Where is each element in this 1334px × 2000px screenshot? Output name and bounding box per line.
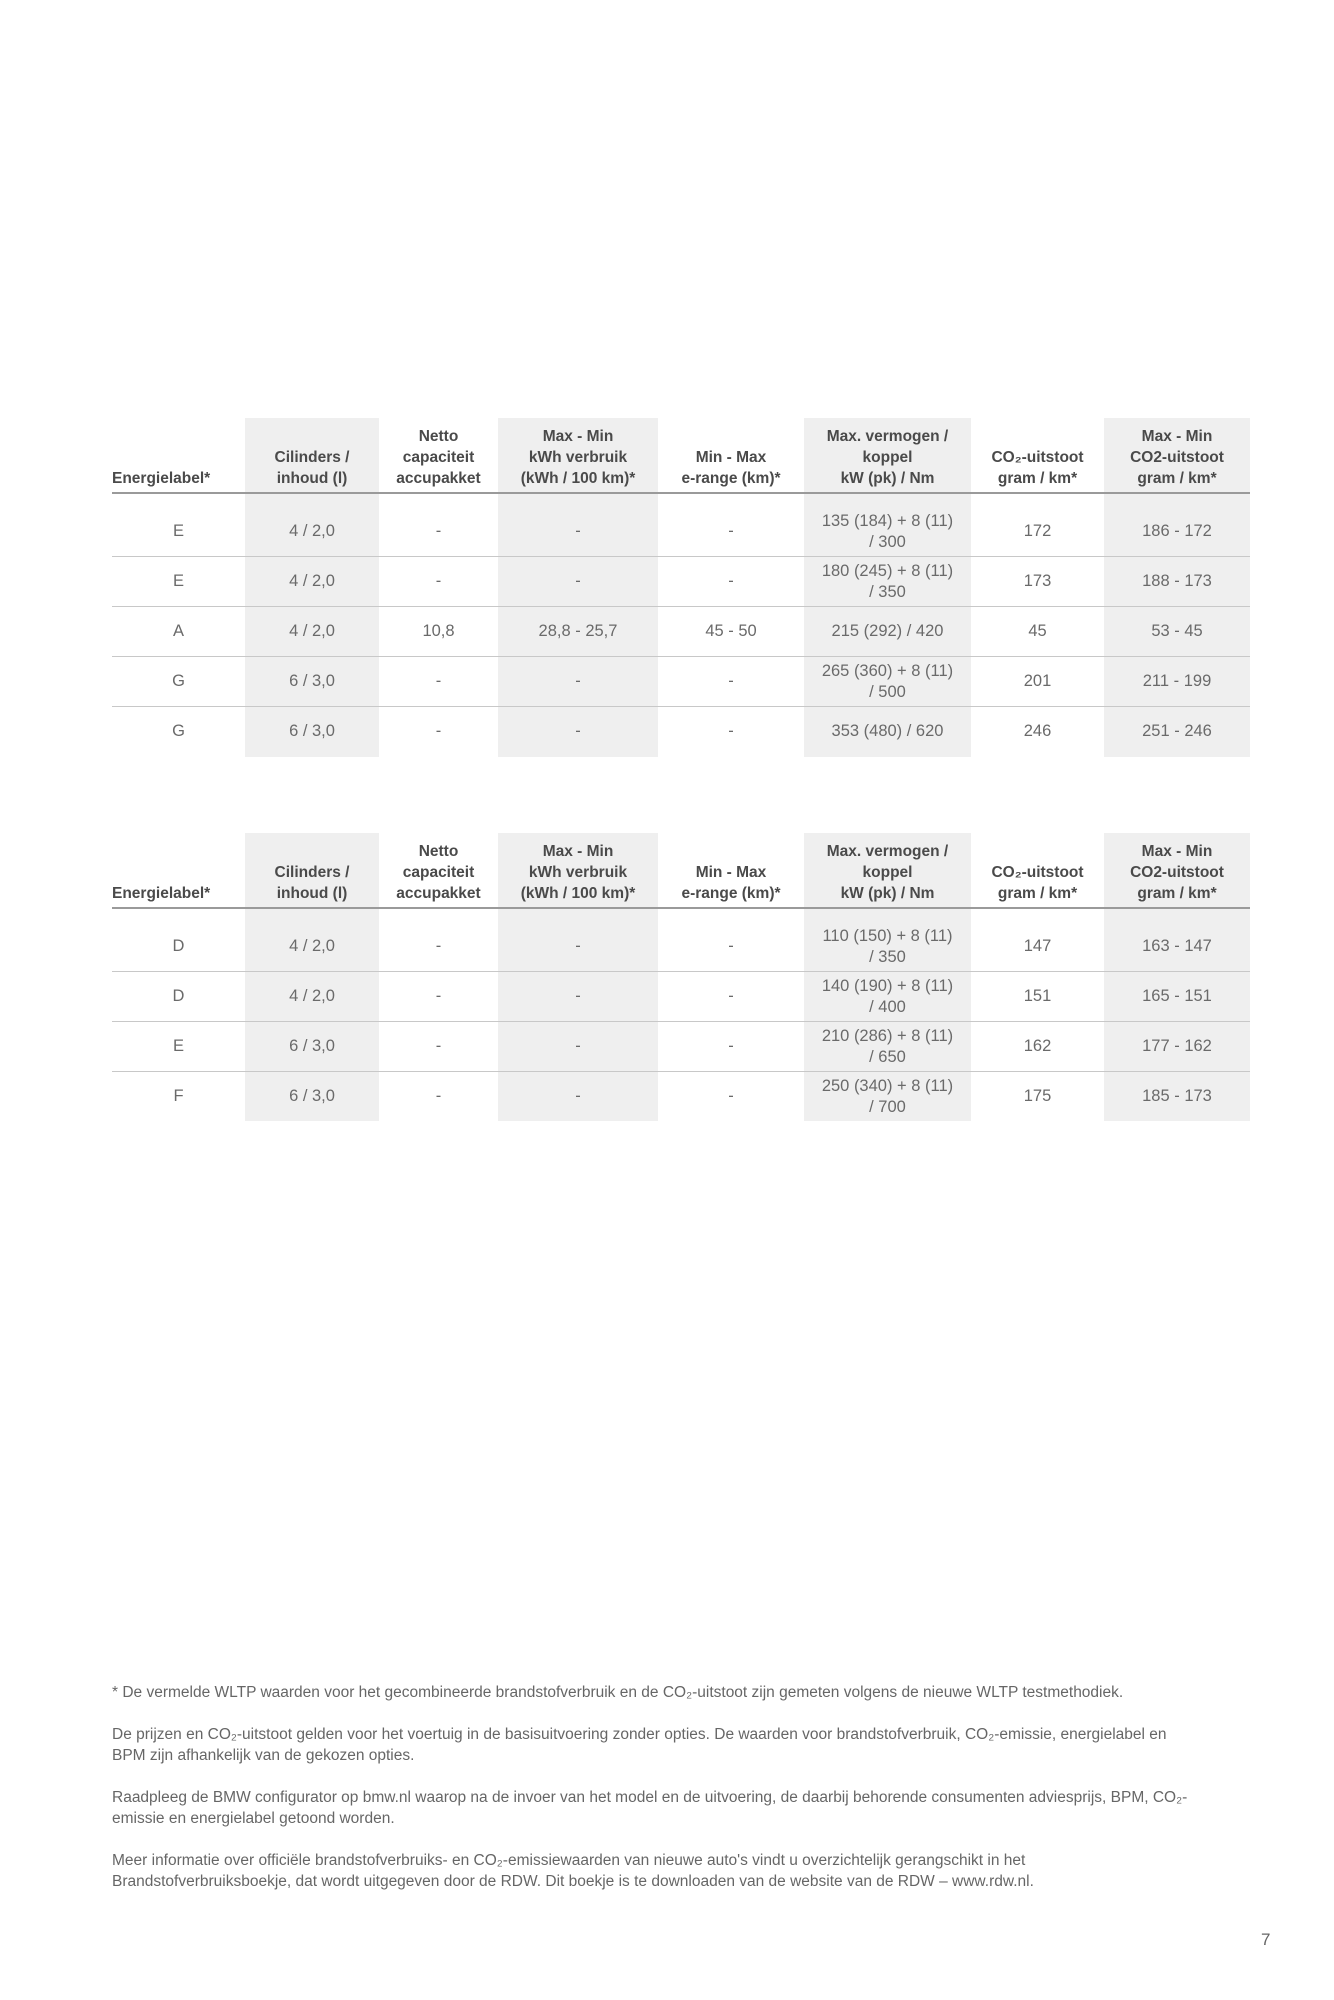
cell-cilinders: 6 / 3,0	[289, 722, 335, 740]
cell-vermogen: 140 (190) + 8 (11) / 400	[821, 976, 954, 1016]
cell-max-min-co2: 53 - 45	[1151, 622, 1203, 640]
cell-energielabel: G	[172, 722, 185, 740]
cell-e-range: -	[728, 522, 734, 540]
cell-max-min-co2: 165 - 151	[1142, 987, 1212, 1005]
header-netto-capaciteit: Netto capaciteit accupakket	[396, 843, 481, 902]
cell-cilinders: 4 / 2,0	[289, 987, 335, 1005]
header-kwh-verbruik: Max - Min kWh verbruik (kWh / 100 km)*	[520, 428, 636, 487]
cell-vermogen: 250 (340) + 8 (11) / 700	[821, 1076, 954, 1116]
cell-max-min-co2: 177 - 162	[1142, 1037, 1212, 1055]
cell-max-min-co2: 251 - 246	[1142, 722, 1212, 740]
cell-cilinders: 6 / 3,0	[289, 1087, 335, 1105]
footnote-wltp: * De vermelde WLTP waarden voor het gecombineerde brandstofverbruik en de CO₂-uitstoot zijn gemeten volgens de nieuwe WLTP testmethodiek.	[112, 1684, 1124, 1701]
cell-e-range: -	[728, 572, 734, 590]
header-netto-capaciteit: Netto capaciteit accupakket	[396, 428, 481, 487]
header-cilinders: Cilinders / inhoud (l)	[274, 449, 350, 487]
table-header	[112, 418, 1250, 494]
cell-kwh-verbruik: -	[575, 1037, 581, 1055]
cell-cilinders: 4 / 2,0	[289, 522, 335, 540]
cell-e-range: -	[728, 672, 734, 690]
cell-vermogen: 353 (480) / 620	[831, 722, 944, 740]
cell-co2-uitstoot: 201	[1023, 672, 1052, 690]
table-header	[112, 833, 1250, 909]
cell-kwh-verbruik: -	[575, 1087, 581, 1105]
cell-co2-uitstoot: 173	[1023, 572, 1052, 590]
table-row	[112, 972, 1250, 1022]
cell-co2-uitstoot: 45	[1028, 622, 1047, 640]
emissions-table-2	[112, 833, 1250, 1121]
footnote-prices: De prijzen en CO₂-uitstoot gelden voor het voertuig in de basisuitvoering zonder opties. De waarden voor brandstofverbruik, CO₂-emissie, energielabel en BPM zijn afhankelijk van de gekozen opties.	[112, 1726, 1167, 1764]
table-row	[112, 607, 1250, 657]
cell-netto-capaciteit: -	[435, 572, 442, 590]
cell-cilinders: 6 / 3,0	[289, 672, 335, 690]
cell-energielabel: D	[172, 937, 185, 955]
header-energielabel: Energielabel*	[112, 885, 211, 902]
cell-netto-capaciteit: 10,8	[422, 622, 455, 640]
cell-co2-uitstoot: 246	[1023, 722, 1052, 740]
cell-vermogen: 135 (184) + 8 (11) / 300	[821, 511, 954, 551]
cell-vermogen: 210 (286) + 8 (11) / 650	[821, 1026, 954, 1066]
cell-kwh-verbruik: -	[575, 672, 581, 690]
cell-energielabel: E	[172, 522, 184, 540]
cell-cilinders: 6 / 3,0	[289, 1037, 335, 1055]
header-energielabel: Energielabel*	[112, 470, 211, 487]
cell-energielabel: G	[172, 672, 185, 690]
cell-e-range: -	[728, 722, 734, 740]
cell-co2-uitstoot: 151	[1023, 987, 1052, 1005]
cell-co2-uitstoot: 147	[1023, 937, 1052, 955]
footnote-rdw: Meer informatie over officiële brandstofverbruiks- en CO₂-emissiewaarden van nieuwe auto's vindt u overzichtelijk gerangschikt in het Brandstofverbruiksboekje, dat wordt uitgegeven door de RDW. Dit boekje is te downloaden van de website van de RDW – www.rdw.nl.	[112, 1852, 1034, 1890]
header-kwh-verbruik: Max - Min kWh verbruik (kWh / 100 km)*	[520, 843, 636, 902]
cell-cilinders: 4 / 2,0	[289, 622, 335, 640]
table-row	[112, 657, 1250, 707]
cell-e-range: -	[728, 1087, 734, 1105]
cell-e-range: -	[728, 1037, 734, 1055]
header-co2-uitstoot: CO₂-uitstoot gram / km*	[991, 449, 1084, 487]
table-row	[112, 507, 1250, 557]
cell-netto-capaciteit: -	[435, 1037, 442, 1055]
cell-vermogen: 215 (292) / 420	[831, 622, 944, 640]
cell-co2-uitstoot: 172	[1023, 522, 1052, 540]
cell-kwh-verbruik: -	[575, 522, 581, 540]
header-max-min-co2: Max - Min CO2-uitstoot gram / km*	[1130, 843, 1224, 902]
table-row	[112, 922, 1250, 972]
cell-energielabel: A	[172, 622, 184, 640]
cell-max-min-co2: 163 - 147	[1142, 937, 1212, 955]
cell-kwh-verbruik: 28,8 - 25,7	[538, 622, 618, 640]
cell-e-range: -	[728, 937, 734, 955]
cell-energielabel: E	[172, 572, 184, 590]
header-vermogen: Max. vermogen / koppel kW (pk) / Nm	[826, 843, 949, 902]
cell-kwh-verbruik: -	[575, 722, 581, 740]
cell-vermogen: 110 (150) + 8 (11) / 350	[822, 926, 953, 966]
cell-vermogen: 180 (245) + 8 (11) / 350	[821, 561, 954, 601]
cell-netto-capaciteit: -	[435, 522, 442, 540]
cell-kwh-verbruik: -	[575, 937, 581, 955]
table-row	[112, 557, 1250, 607]
cell-co2-uitstoot: 162	[1023, 1037, 1052, 1055]
header-e-range: Min - Max e-range (km)*	[681, 864, 781, 902]
cell-netto-capaciteit: -	[435, 722, 442, 740]
cell-energielabel: E	[172, 1037, 184, 1055]
table-row	[112, 707, 1250, 756]
table-row	[112, 1072, 1250, 1121]
header-max-min-co2: Max - Min CO2-uitstoot gram / km*	[1130, 428, 1224, 487]
cell-cilinders: 4 / 2,0	[289, 572, 335, 590]
cell-max-min-co2: 188 - 173	[1142, 572, 1212, 590]
table-row	[112, 1022, 1250, 1072]
cell-e-range: 45 - 50	[705, 622, 757, 640]
cell-co2-uitstoot: 175	[1023, 1087, 1052, 1105]
header-e-range: Min - Max e-range (km)*	[681, 449, 781, 487]
cell-max-min-co2: 186 - 172	[1142, 522, 1212, 540]
cell-e-range: -	[728, 987, 734, 1005]
cell-kwh-verbruik: -	[575, 987, 581, 1005]
cell-energielabel: D	[172, 987, 185, 1005]
cell-max-min-co2: 211 - 199	[1142, 672, 1212, 690]
header-cilinders: Cilinders / inhoud (l)	[274, 864, 350, 902]
footnote-configurator: Raadpleeg de BMW configurator op bmw.nl waarop na de invoer van het model en de uitvoering, de daarbij behorende consumenten adviesprijs, BPM, CO₂-emissie en energielabel getoond worden.	[112, 1789, 1188, 1827]
cell-netto-capaciteit: -	[435, 672, 442, 690]
cell-vermogen: 265 (360) + 8 (11) / 500	[821, 661, 954, 701]
footnotes	[112, 1682, 1192, 1913]
cell-netto-capaciteit: -	[435, 937, 442, 955]
cell-max-min-co2: 185 - 173	[1142, 1087, 1212, 1105]
page-number: 7	[1261, 1930, 1271, 1949]
emissions-table-1	[112, 418, 1250, 756]
cell-kwh-verbruik: -	[575, 572, 581, 590]
cell-energielabel: F	[173, 1087, 184, 1105]
cell-netto-capaciteit: -	[435, 1087, 442, 1105]
header-vermogen: Max. vermogen / koppel kW (pk) / Nm	[826, 428, 949, 487]
header-co2-uitstoot: CO₂-uitstoot gram / km*	[991, 864, 1084, 902]
cell-netto-capaciteit: -	[435, 987, 442, 1005]
cell-cilinders: 4 / 2,0	[289, 937, 335, 955]
